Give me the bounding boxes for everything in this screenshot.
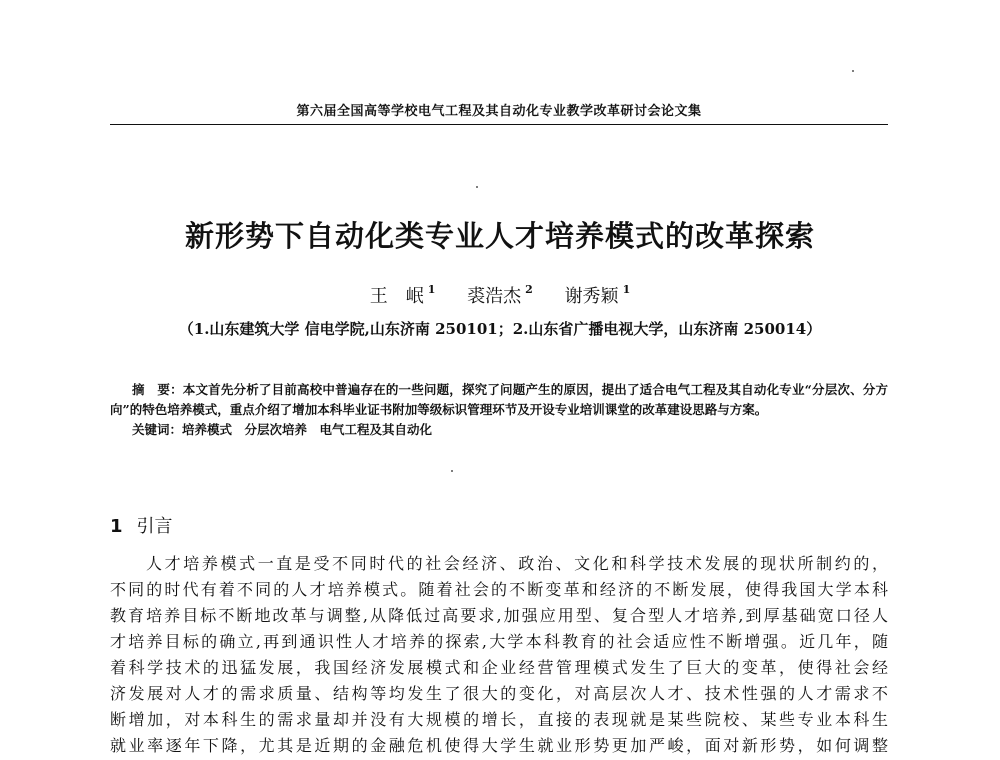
keywords-text: 培养模式 分层次培养 电气工程及其自动化 xyxy=(182,422,433,437)
body-line: 就业率逐年下降，尤其是近期的金融危机使得大学生就业形势更加严峻，面对新形势，如何调整 xyxy=(110,736,888,755)
scan-speck xyxy=(451,470,453,472)
scan-speck xyxy=(852,70,854,72)
abstract-paragraph xyxy=(110,380,888,420)
body-paragraph xyxy=(110,551,888,759)
paper-title: 新形势下自动化类专业人才培养模式的改革探索 xyxy=(184,219,815,253)
body-line: 教育培养目标不断地改革与调整,从降低过高要求,加强应用型、复合型人才培养,到厚基础宽口径人 xyxy=(110,606,888,625)
author: 裘浩杰 $^2$ xyxy=(467,283,533,307)
body-line: 人才培养模式一直是受不同时代的社会经济、政治、文化和科学技术发展的现状所制约的， xyxy=(146,554,888,573)
section-title: 引言 xyxy=(136,516,173,537)
scan-speck xyxy=(476,186,478,188)
keywords-label: 关键词： xyxy=(132,422,183,437)
author-list xyxy=(0,282,1000,308)
affiliation: （1.山东建筑大学 信电学院,山东济南 250101；2.山东省广播电视大学，山东济南 250014） xyxy=(178,320,822,338)
body-line: 着科学技术的迅猛发展，我国经济发展模式和企业经营管理模式发生了巨大的变革，使得社会经 xyxy=(110,658,888,677)
section-heading xyxy=(110,512,173,538)
abstract xyxy=(110,380,888,440)
section-number: 1 xyxy=(110,516,123,537)
body-line: 断增加，对本科生的需求量却并没有大规模的增长，直接的表现就是某些院校、某些专业本科生 xyxy=(110,710,888,729)
author: 王 岷 $^1$ xyxy=(369,283,436,307)
abstract-text: 本文首先分析了目前高校中普遍存在的一些问题，探究了问题产生的原因，提出了适合电气工程及其自动化专业“分层次、分方向”的特色培养模式，重点介绍了增加本科毕业证书附加等级标识管理环节及开设专业培训课堂的改革建设思路与方案。 xyxy=(110,382,888,417)
author: 谢秀颖 $^1$ xyxy=(564,283,631,307)
header-rule xyxy=(110,124,888,125)
abstract-label: 摘 要： xyxy=(132,382,183,397)
body-line: 济发展对人才的需求质量、结构等均发生了很大的变化，对高层次人才、技术性强的人才需求不 xyxy=(110,684,888,703)
body-line: 不同的时代有着不同的人才培养模式。随着社会的不断变革和经济的不断发展，使得我国大学本科 xyxy=(110,580,888,599)
body-line: 才培养目标的确立,再到通识性人才培养的探索,大学本科教育的社会适应性不断增强。近几年，随 xyxy=(110,632,888,651)
keywords-line xyxy=(110,420,888,440)
running-head: 第六届全国高等学校电气工程及其自动化专业教学改革研讨会论文集 xyxy=(296,104,702,119)
